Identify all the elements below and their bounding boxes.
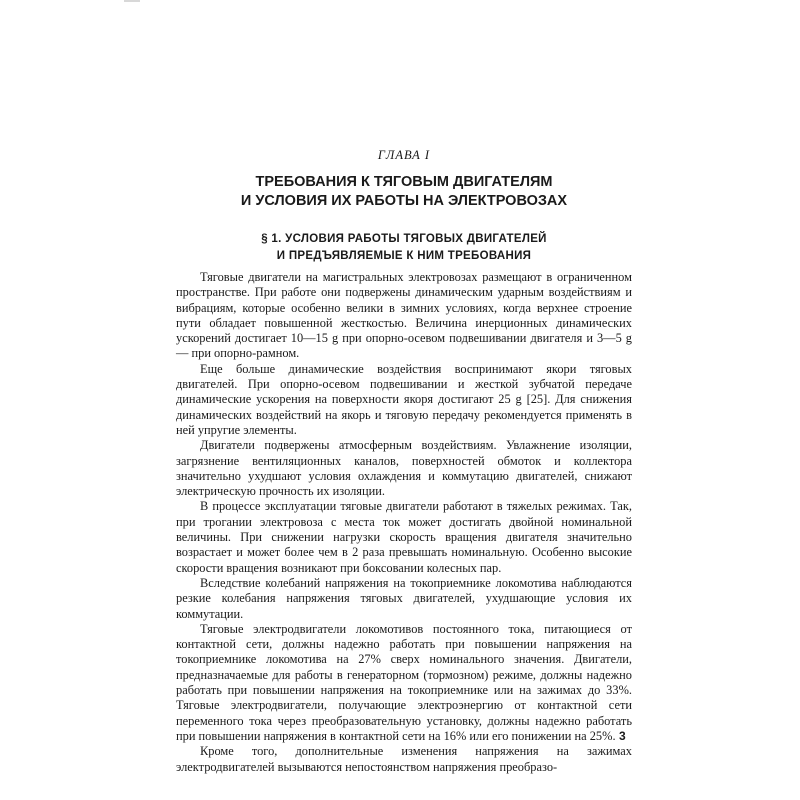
- section-title: [176, 231, 632, 265]
- paragraph: В процессе эксплуатации тяговые двигатели работают в тяжелых режимах. Так, при трогании электровоза с места ток может достигать двойной номинальной величины. При снижении нагрузки скорость вращения двигателя значительно возрастает и может более чем в 2 раза превышать номинальную. Особенно высокие скорости вращения возникают при боксовании колесных пар.: [176, 499, 632, 575]
- paragraph: Тяговые электродвигатели локомотивов постоянного тока, питающиеся от контактной сети, должны надежно работать при повышении напряжения на токоприемнике локомотива на 27% сверх номинального значения. Двигатели, предназначаемые для работы в генераторном (тормозном) режиме, должны надежно работать при повышении напряжения на токоприемнике или на зажимах до 33%. Тяговые электродвигатели, получающие электроэнергию от контактной сети переменного тока через преобразовательную установку, должны надежно работать при повышении напряжения в контактной сети на 16% или его понижении на 25%.: [176, 621, 632, 743]
- chapter-title: [176, 173, 632, 211]
- chapter-title-line-2: И УСЛОВИЯ ИХ РАБОТЫ НА ЭЛЕКТРОВОЗАХ: [240, 193, 568, 209]
- paragraph: Еще больше динамические воздействия воспринимают якори тяговых двигателей. При опорно-осевом подвешивании и жесткой зубчатой передаче динамические ускорения на поверхности якоря достигают 25 g [25]. Для снижения динамических воздействий на якорь и тяговую передачу рекомендуется применять в ней упругие элементы.: [176, 361, 632, 437]
- section-title-line-1: § 1. УСЛОВИЯ РАБОТЫ ТЯГОВЫХ ДВИГАТЕЛЕЙ: [261, 233, 547, 245]
- page-number: 3: [619, 729, 626, 743]
- section-title-line-2: И ПРЕДЪЯВЛЯЕМЫЕ К НИМ ТРЕБОВАНИЯ: [276, 250, 532, 262]
- paragraph: Двигатели подвержены атмосферным воздействиям. Увлажнение изоляции, загрязнение вентиляционных каналов, поверхностей обмоток и коллектора значительно ухудшают условия охлаждения и коммутацию двигателей, снижают электрическую прочность их изоляции.: [176, 438, 632, 499]
- scan-edge-mark: [124, 0, 140, 2]
- paragraph: Кроме того, дополнительные изменения напряжения на зажимах электродвигателей вызываются непостоянством напряжения преобразо-: [176, 744, 632, 774]
- paragraph: Вследствие колебаний напряжения на токоприемнике локомотива наблюдаются резкие колебания напряжения тяговых двигателей, ухудшающие условия их коммутации.: [176, 575, 632, 621]
- paragraph: Тяговые двигатели на магистральных электровозах размещают в ограниченном пространстве. При работе они подвержены динамическим ударным воздействиям и вибрациям, которые особенно велики в зимних условиях, когда верхнее строение пути обладает повышенной жесткостью. Величина инерционных динамических ускорений достигает 10—15 g при опорно-осевом подвешивании двигателя и 3—5 g — при опорно-рамном.: [176, 270, 632, 361]
- chapter-title-line-1: ТРЕБОВАНИЯ К ТЯГОВЫМ ДВИГАТЕЛЯМ: [255, 174, 553, 190]
- text-block: [176, 148, 632, 775]
- chapter-label: ГЛАВА I: [377, 148, 431, 162]
